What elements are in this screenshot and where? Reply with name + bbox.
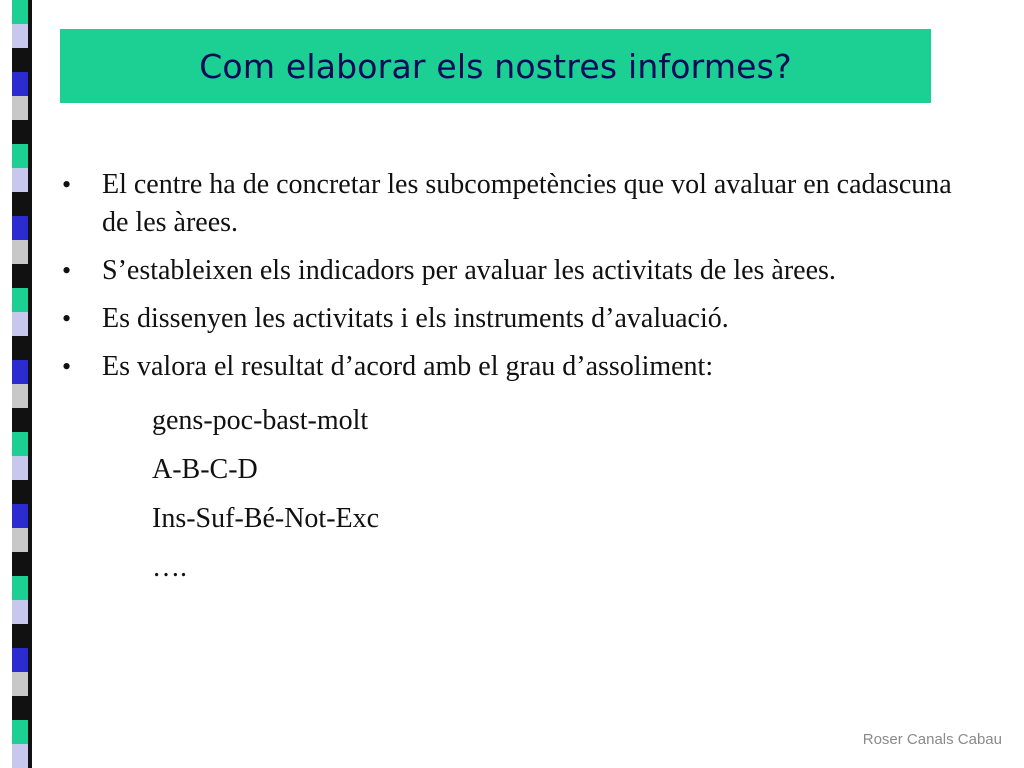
slide-title: Com elaborar els nostres informes? xyxy=(199,46,792,86)
author-footer: Roser Canals Cabau xyxy=(862,731,1002,748)
bullet-item-3 xyxy=(62,300,962,338)
strip-cell xyxy=(12,576,28,600)
strip-cell xyxy=(12,72,28,96)
strip-cell xyxy=(12,720,28,744)
strip-cell xyxy=(12,192,28,216)
bullet-dot-icon: • xyxy=(62,304,72,333)
grade-scale-line: A-B-C-D xyxy=(152,454,258,485)
strip-cell xyxy=(12,480,28,504)
decorative-strip xyxy=(12,0,28,768)
strip-cell xyxy=(12,48,28,72)
bullet-text: S’estableixen els indicadors per avaluar les activitats de les àrees. xyxy=(102,255,836,286)
bullet-text: El centre ha de concretar les subcompetències que vol avaluar en cadascuna de les àrees. xyxy=(102,169,952,238)
strip-divider-line xyxy=(28,0,32,768)
strip-cell xyxy=(12,600,28,624)
strip-cell xyxy=(12,264,28,288)
bullet-dot-icon: • xyxy=(62,256,72,285)
strip-cell xyxy=(12,696,28,720)
strip-cell xyxy=(12,384,28,408)
strip-cell xyxy=(12,504,28,528)
strip-cell xyxy=(12,456,28,480)
bullet-text: Es dissenyen les activitats i els instruments d’avaluació. xyxy=(102,303,729,334)
bullet-item-1 xyxy=(62,166,962,242)
strip-cell xyxy=(12,120,28,144)
strip-cell xyxy=(12,432,28,456)
strip-cell xyxy=(12,240,28,264)
grade-scale-list xyxy=(62,396,962,592)
bullet-dot-icon: • xyxy=(62,352,72,381)
strip-cell xyxy=(12,168,28,192)
strip-cell xyxy=(12,744,28,768)
title-band xyxy=(60,29,931,103)
strip-cell xyxy=(12,552,28,576)
strip-cell xyxy=(12,528,28,552)
bullet-item-2 xyxy=(62,252,962,290)
grade-scale-line: gens-poc-bast-molt xyxy=(152,405,369,436)
strip-cell xyxy=(12,624,28,648)
grade-scale-line: Ins-Suf-Bé-Not-Exc xyxy=(152,503,380,534)
strip-cell xyxy=(12,360,28,384)
bullet-list xyxy=(62,166,962,386)
grade-scale-line: …. xyxy=(152,552,187,583)
strip-cell xyxy=(12,96,28,120)
strip-cell xyxy=(12,288,28,312)
strip-cell xyxy=(12,336,28,360)
strip-cell xyxy=(12,0,28,24)
slide-content xyxy=(62,166,962,592)
bullet-text: Es valora el resultat d’acord amb el grau d’assoliment: xyxy=(102,351,714,382)
strip-cell xyxy=(12,408,28,432)
bullet-dot-icon: • xyxy=(62,170,72,199)
strip-cell xyxy=(12,216,28,240)
strip-cell xyxy=(12,144,28,168)
strip-cell xyxy=(12,312,28,336)
strip-cell xyxy=(12,672,28,696)
strip-cell xyxy=(12,24,28,48)
strip-cell xyxy=(12,648,28,672)
bullet-item-4 xyxy=(62,348,962,386)
